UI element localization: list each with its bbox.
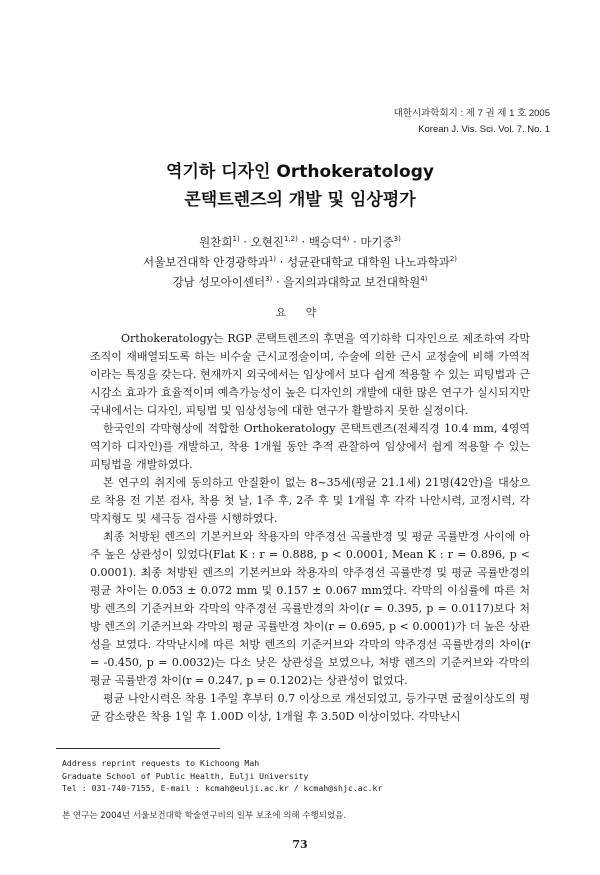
- author-separator: ·: [239, 235, 251, 249]
- title-line-1: 역기하 디자인 Orthokeratology: [166, 162, 434, 182]
- affiliation-line-1: [0, 252, 600, 272]
- author-name: 마기중: [360, 235, 394, 249]
- author-name: 오현진: [250, 235, 284, 249]
- author-affiliation-mark: 3): [393, 235, 401, 244]
- abstract-heading: 요 약: [275, 306, 325, 319]
- affiliation: 서울보건대학 안경광학과: [142, 255, 269, 269]
- affiliation-mark: 1): [268, 255, 277, 264]
- abstract-paragraph: 본 연구의 취지에 동의하고 안질환이 없는 8~35세(평균 21.1세) 21명(42안)을 대상으로 착용 전 기본 검사, 착용 첫 날, 1주 후, 2주 후 및 1개월 후 각각 나안시력, 교정시력, 각막지형도 및 세극등 검사를 시행하였다.: [90, 476, 530, 525]
- abstract-body: [90, 330, 530, 726]
- affiliation: 성균관대학교 대학원 나노과학과: [286, 255, 450, 269]
- footnote-divider: [56, 748, 220, 749]
- author-list: [0, 232, 600, 252]
- affiliation-mark: 2): [449, 255, 458, 264]
- author-separator: ·: [349, 235, 361, 249]
- affiliation-mark: 3): [265, 275, 273, 284]
- affiliation-mark: 4): [420, 275, 428, 284]
- affiliation-line-2: [0, 272, 600, 292]
- affiliation: 강남 성모아이센터: [172, 275, 266, 289]
- journal-citation-korean: 대한시과학회지 : 제 7 권 제 1 호 2005: [393, 108, 550, 119]
- abstract-paragraph: 한국인의 각막형상에 적합한 Orthokeratology 콘택트렌즈(전체직경 10.4 mm, 4영역 역기하 디자인)를 개발하고, 착용 1개월 동안 추적 관찰하여 임상에서 쉽게 적용할 수 있는 피팅법을 개발하였다.: [90, 422, 530, 471]
- abstract-paragraph: 최종 처방된 렌즈의 기본커브와 착용자의 약주경선 곡률반경 및 평균 곡률반경 사이에 아주 높은 상관성이 있었다(Flat K : r = 0.888, p < 0.0001, Mean K : r = 0.896, p < 0.0001). 최종 처방된 렌즈의 기본커브와 착용자의 약주경선 곡률반경 및 평균 곡률반경의 평균 차이는 0.053 ± 0.072 mm 및 0.157 ± 0.067 mm였다. 각막의 이심률에 따른 처방 렌즈의 기준커브와 각막의 약주경선 곡률반경의 차이(r = 0.395, p = 0.0117)보다 처방 렌즈의 기준커브와 각막의 평균 곡률반경 차이(r = 0.695, p < 0.0001)가 더 높은 상관성을 보였다. 각막난시에 따른 처방 렌즈의 기준커브와 각막의 약주경선 곡률반경의 차이(r = -0.450, p = 0.0032)는 다소 낮은 상관성을 보였으나, 처방 렌즈의 기준커브와 각막의 평균 곡률반경 차이(r = 0.247, p = 0.1202)는 상관성이 없었다.: [90, 530, 530, 687]
- author-name: 백승덕: [308, 235, 343, 249]
- abstract-paragraph: Orthokeratology는 RGP 콘택트렌즈의 후면을 역기하학 디자인으로 제조하여 각막조직이 재배열되도록 하는 비수술 근시교정술이며, 수술에 의한 근시 교정술에 비해 가역적이라는 특징을 갖는다. 현재까지 외국에서는 임상에서 보다 쉽게 적용할 수 있는 피팅법과 근시감소 효과가 효율적이며 예측가능성이 높은 디자인의 개발에 대한 많은 연구가 실시되지만 국내에서는 디자인, 피팅법 및 임상성능에 대한 연구가 활발하지 못한 실정이다.: [90, 332, 530, 417]
- footnote-line: Graduate School of Public Health, Eulji University: [62, 770, 309, 781]
- title-line-2: 콘택트렌즈의 개발 및 임상평가: [184, 190, 416, 210]
- correspondence-footnote: [62, 757, 382, 795]
- journal-header: [394, 106, 550, 138]
- affiliation-separator: ·: [276, 255, 287, 269]
- funding-note: 본 연구는 2004년 서울보건대학 학술연구비의 일부 보조에 의해 수행되었음.: [62, 811, 347, 821]
- affiliation-separator: ·: [272, 275, 284, 289]
- author-block: [0, 232, 600, 292]
- abstract-paragraph: 평균 나안시력은 착용 1주일 후부터 0.7 이상으로 개선되었고, 등가구면 굴절이상도의 평균 감소량은 착용 1일 후 1.00D 이상, 1개월 후 3.50D 이상이었다. 각막난시: [90, 692, 530, 723]
- footnote-line: Address reprint requests to Kichoong Mah: [62, 758, 260, 768]
- author-name: 원찬희: [199, 235, 233, 249]
- page-number: 73: [292, 838, 308, 851]
- paper-title: [0, 158, 600, 214]
- author-separator: ·: [297, 235, 309, 249]
- author-affiliation-mark: 1,2): [283, 235, 298, 244]
- journal-citation-english: Korean J. Vis. Sci. Vol. 7. No. 1: [418, 124, 550, 135]
- author-affiliation-mark: 4): [342, 235, 350, 244]
- footnote-line: Tel : 031-740-7155, E-mail : kcmah@eulji.ac.kr / kcmah@shjc.ac.kr: [62, 783, 383, 793]
- affiliation: 을지의과대학교 보건대학원: [283, 275, 421, 289]
- author-affiliation-mark: 1): [232, 235, 240, 244]
